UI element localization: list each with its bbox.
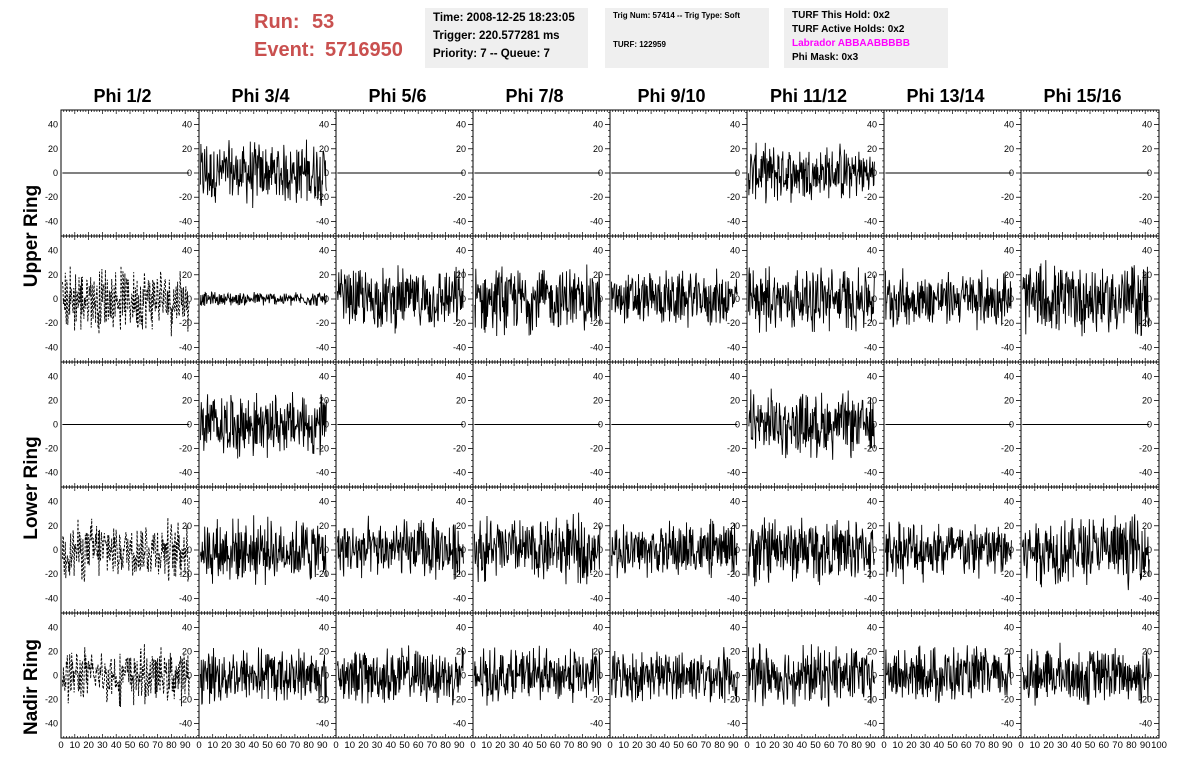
y-tick-label: 0 [1146,545,1152,555]
waveform-panel [884,487,1021,613]
y-tick-label: 20 [592,395,603,406]
y-tick-label: 0 [1146,294,1152,304]
y-tick-label: 20 [729,143,740,154]
y-tick-label: -20 [315,443,329,454]
waveform-panel [610,362,747,487]
y-tick-label: 0 [186,670,192,681]
y-tick-label: 0 [871,545,877,555]
y-tick-label: 20 [1141,269,1152,280]
y-tick-label: -20 [589,694,603,705]
y-tick-label: -40 [1000,342,1014,353]
y-tick-label: -20 [1138,318,1152,329]
waveform-panel [473,236,610,362]
y-tick-label: 40 [455,371,466,382]
y-tick-label: 0 [597,294,603,304]
y-tick-label: -40 [726,593,740,604]
waveform-panel [884,236,1021,362]
waveform-panel [61,613,199,738]
y-tick-label: 20 [318,520,329,531]
waveform-panel [747,613,884,738]
y-tick-label: 40 [729,371,740,382]
waveform-panel [884,362,1021,487]
y-tick-label: 20 [455,646,466,657]
event-label: Event: [254,39,316,61]
y-tick-label: 40 [866,119,877,130]
labrador-text: Labrador ABBAABBBBB [792,38,910,49]
y-tick-label: 40 [1141,371,1152,382]
waveform-panel [747,236,884,362]
y-tick-label: 20 [318,269,329,280]
y-tick-label: 0 [460,168,466,178]
y-tick-label: 40 [318,622,329,633]
waveform-panel [61,236,199,362]
y-tick-label: 20 [592,646,603,657]
y-tick-label: -40 [315,216,329,227]
y-tick-label: 20 [729,269,740,280]
waveform-panel [473,362,610,487]
y-tick-label: 40 [592,496,603,507]
y-tick-label: 20 [1003,143,1014,154]
y-tick-label: 20 [1003,520,1014,531]
y-tick-label: 20 [866,520,877,531]
trigger-text: Trigger: 220.577281 ms [433,30,560,42]
waveform-panel [199,236,336,362]
col-label-phi-9-10: Phi 9/10 [637,86,706,106]
waveform-panel [473,110,610,236]
y-tick-label: 20 [455,269,466,280]
waveform-panel [199,613,336,738]
y-tick-label: 20 [455,395,466,406]
y-tick-label: 20 [1003,269,1014,280]
y-tick-label: -20 [452,694,466,705]
y-tick-label: 0 [323,545,329,555]
y-tick-label: -40 [315,342,329,353]
waveform-panel [610,110,747,236]
turf-text: TURF: 122959 [613,40,666,49]
y-tick-label: -40 [863,342,877,353]
y-tick-label: -20 [726,569,740,580]
y-tick-label: 40 [592,245,603,256]
y-tick-label: 40 [318,245,329,256]
y-tick-label: 40 [1141,119,1152,130]
y-tick-label: -20 [1138,569,1152,580]
row-label-upper-ring: Upper Ring [21,184,42,288]
y-tick-label: 40 [455,119,466,130]
waveform-panel [1021,110,1159,236]
y-tick-label: 20 [729,646,740,657]
y-tick-label: -40 [1138,216,1152,227]
y-tick-label: 0 [734,294,740,304]
y-tick-label: 0 [460,670,466,681]
y-tick-label: 20 [318,395,329,406]
y-tick-label: -40 [589,342,603,353]
y-tick-label: 0 [1008,545,1014,555]
y-tick-label: -20 [863,318,877,329]
y-tick-label: 20 [866,395,877,406]
y-tick-label: -40 [452,342,466,353]
y-tick-label: 20 [1003,395,1014,406]
y-tick-label: -20 [1000,192,1014,203]
waveform-panel [61,362,199,487]
waveform-panel [199,362,336,487]
y-tick-label: -40 [726,467,740,478]
y-tick-label: 0 [323,294,329,304]
y-tick-label: -20 [452,318,466,329]
y-tick-label: 20 [866,143,877,154]
waveform-panel [61,487,199,613]
waveform-panel [336,236,473,362]
col-label-phi-11-12: Phi 11/12 [769,86,848,106]
y-tick-label: 20 [729,520,740,531]
y-tick-label: -20 [726,318,740,329]
y-tick-label: -20 [1000,569,1014,580]
y-tick-label: -40 [1138,467,1152,478]
y-tick-label: 40 [1003,119,1014,130]
waveform-panel [747,362,884,487]
y-tick-label: -40 [178,467,192,478]
y-tick-label: 0 [186,545,192,555]
y-tick-label: -40 [589,593,603,604]
waveform-panel [610,613,747,738]
y-tick-label: 20 [1141,143,1152,154]
y-tick-label: 0 [597,168,603,178]
col-label-phi-13-14: Phi 13/14 [906,86,985,106]
y-tick-label: -40 [178,342,192,353]
y-tick-label: -40 [589,467,603,478]
y-tick-label: -20 [863,192,877,203]
y-tick-label: -20 [726,443,740,454]
waveform-panel [336,613,473,738]
y-tick-label: 40 [181,622,192,633]
waveform-panel [473,613,610,738]
y-tick-label: 40 [181,496,192,507]
y-tick-label: 20 [318,143,329,154]
y-tick-label: 0 [186,294,192,304]
y-tick-label: 0 [597,670,603,681]
y-tick-label: 20 [592,143,603,154]
run-label: Run: [254,11,300,33]
y-tick-label: -20 [452,192,466,203]
y-tick-label: 0 [734,419,740,430]
y-tick-label: -40 [452,718,466,729]
y-tick-label: -20 [863,569,877,580]
y-tick-label: 0 [323,168,329,178]
y-tick-label: 20 [318,646,329,657]
y-tick-label: -40 [1138,593,1152,604]
waveform-panel [610,487,747,613]
y-tick-label: -40 [315,593,329,604]
y-tick-label: -40 [589,718,603,729]
y-tick-label: 20 [181,143,192,154]
y-tick-label: 40 [866,622,877,633]
y-tick-label: -20 [1000,318,1014,329]
y-tick-label: -40 [863,718,877,729]
waveform-panel [1021,487,1159,613]
y-tick-label: 40 [181,245,192,256]
y-tick-label: -40 [1000,467,1014,478]
y-tick-label: -20 [178,318,192,329]
waveform-panel [336,362,473,487]
waveform-panel [610,236,747,362]
y-tick-label: 40 [318,371,329,382]
y-tick-label: -40 [589,216,603,227]
y-tick-label: 0 [186,419,192,430]
y-tick-label: 40 [592,119,603,130]
y-tick-label: -20 [726,694,740,705]
y-tick-label: 0 [1146,168,1152,178]
y-tick-label: 0 [460,294,466,304]
y-tick-label: -40 [1000,216,1014,227]
y-tick-label: -20 [315,192,329,203]
y-tick-label: 40 [1141,496,1152,507]
y-tick-label: -20 [863,694,877,705]
y-tick-label: -40 [452,593,466,604]
y-tick-label: 40 [1003,496,1014,507]
waveform-panel [199,487,336,613]
waveform-panel [336,487,473,613]
waveform-panel [473,487,610,613]
run-value: 53 [312,11,335,33]
y-tick-label: 0 [1146,419,1152,430]
y-tick-label: 0 [871,294,877,304]
trig-num-text: Trig Num: 57414 -- Trig Type: Soft [613,11,740,20]
y-tick-label: 40 [318,496,329,507]
y-tick-label: 40 [1003,245,1014,256]
y-tick-label: 0 [460,419,466,430]
waveform-panel [1021,362,1159,487]
y-tick-label: 0 [1008,168,1014,178]
y-tick-label: -40 [863,467,877,478]
event-value: 5716950 [325,39,403,61]
col-label-phi-1-2: Phi 1/2 [93,86,152,106]
turf-active-holds-text: TURF Active Holds: 0x2 [792,24,905,35]
y-tick-label: 40 [729,622,740,633]
y-tick-label: -20 [178,192,192,203]
y-tick-label: 0 [871,419,877,430]
y-tick-label: 20 [181,646,192,657]
y-tick-label: -40 [178,718,192,729]
y-tick-label: 40 [1003,371,1014,382]
y-tick-label: -20 [589,569,603,580]
y-tick-label: -20 [452,569,466,580]
y-tick-label: -20 [452,443,466,454]
y-tick-label: 20 [866,646,877,657]
y-tick-label: 0 [871,670,877,681]
y-tick-label: -20 [589,192,603,203]
y-tick-label: 40 [592,371,603,382]
waveform-panel [747,110,884,236]
y-tick-label: 20 [592,520,603,531]
y-tick-label: 40 [866,496,877,507]
y-tick-label: -40 [1000,593,1014,604]
y-tick-label: 40 [729,496,740,507]
y-tick-label: 40 [729,119,740,130]
y-tick-label: -20 [1138,192,1152,203]
y-tick-label: -40 [1138,342,1152,353]
y-tick-label: -20 [1000,443,1014,454]
y-tick-label: -40 [178,593,192,604]
y-tick-label: 0 [871,168,877,178]
y-tick-label: 40 [729,245,740,256]
y-tick-label: -40 [863,593,877,604]
y-tick-label: 0 [186,168,192,178]
y-tick-label: 0 [1008,419,1014,430]
waveform-panel [1021,236,1159,362]
time-text: Time: 2008-12-25 18:23:05 [433,12,575,24]
y-tick-label: 40 [181,371,192,382]
y-tick-label: -20 [315,318,329,329]
y-tick-label: -40 [726,216,740,227]
y-tick-label: 40 [1141,245,1152,256]
y-tick-label: 0 [597,419,603,430]
y-tick-label: -20 [315,569,329,580]
turf-this-hold-text: TURF This Hold: 0x2 [792,10,890,21]
col-label-phi-3-4: Phi 3/4 [231,86,290,106]
y-tick-label: 0 [734,545,740,555]
y-tick-label: -20 [178,694,192,705]
waveform-panel [336,110,473,236]
y-tick-label: 40 [455,245,466,256]
y-tick-label: 40 [318,119,329,130]
waveform-panel [199,110,336,236]
y-tick-label: 20 [866,269,877,280]
y-tick-label: 40 [455,496,466,507]
col-label-phi-7-8: Phi 7/8 [505,86,564,106]
y-tick-label: -40 [863,216,877,227]
y-tick-label: -20 [178,443,192,454]
y-tick-label: -20 [1138,443,1152,454]
y-tick-label: 20 [1141,395,1152,406]
y-tick-label: 40 [181,119,192,130]
phi-mask-text: Phi Mask: 0x3 [792,52,859,63]
y-tick-label: 40 [455,622,466,633]
y-tick-label: 20 [181,269,192,280]
y-tick-label: 0 [734,670,740,681]
y-tick-label: 20 [729,395,740,406]
col-label-phi-5-6: Phi 5/6 [368,86,427,106]
waveform-panel [747,487,884,613]
y-tick-label: 0 [460,545,466,555]
y-tick-label: -40 [726,718,740,729]
y-tick-label: 40 [592,622,603,633]
row-label-lower-ring: Lower Ring [21,436,42,540]
y-tick-label: 0 [323,419,329,430]
y-tick-label: 40 [866,371,877,382]
y-tick-label: 20 [1141,520,1152,531]
y-tick-label: -40 [315,718,329,729]
y-tick-label: -20 [589,443,603,454]
y-tick-label: -20 [863,443,877,454]
row-label-nadir-ring: Nadir Ring [21,638,42,736]
waveform-panel [61,110,199,236]
y-tick-label: -20 [178,569,192,580]
y-tick-label: 0 [1008,294,1014,304]
waveform-panel [884,110,1021,236]
y-tick-label: -20 [589,318,603,329]
y-tick-label: -20 [726,192,740,203]
y-tick-label: -40 [726,342,740,353]
y-tick-label: 20 [592,269,603,280]
y-tick-label: -40 [452,467,466,478]
y-tick-label: 20 [181,520,192,531]
priority-text: Priority: 7 -- Queue: 7 [433,48,550,60]
y-tick-label: 0 [734,168,740,178]
col-label-phi-15-16: Phi 15/16 [1043,86,1122,106]
y-tick-label: -40 [178,216,192,227]
y-tick-label: 20 [455,143,466,154]
y-tick-label: 20 [181,395,192,406]
y-tick-label: -20 [315,694,329,705]
y-tick-label: 40 [866,245,877,256]
y-tick-label: 0 [597,545,603,555]
y-tick-label: 20 [455,520,466,531]
y-tick-label: -40 [452,216,466,227]
y-tick-label: -40 [315,467,329,478]
y-tick-label: 0 [323,670,329,681]
